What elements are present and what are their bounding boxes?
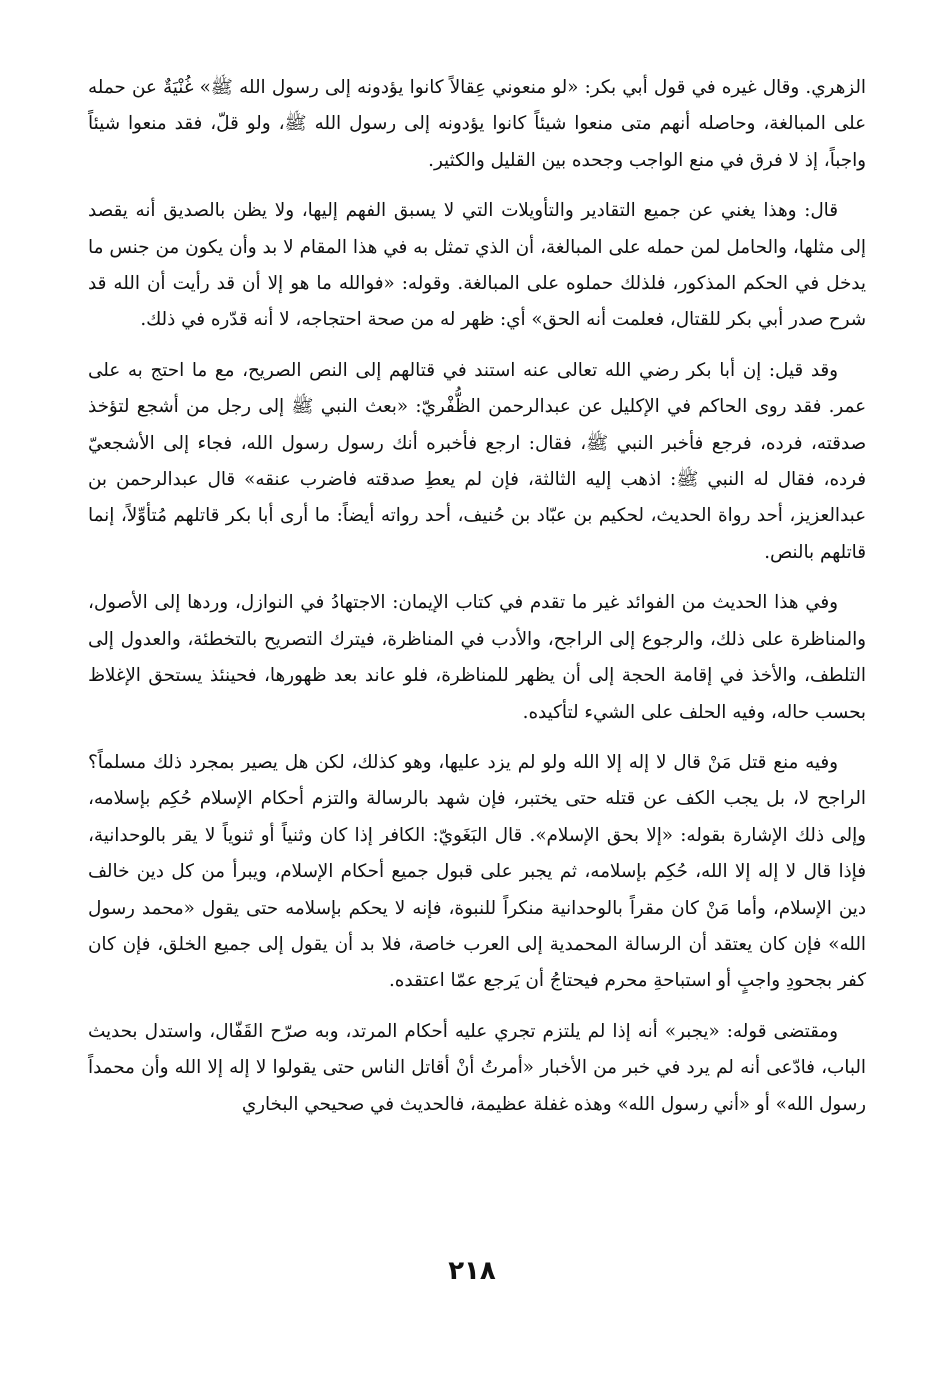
page-body <box>88 70 866 1137</box>
paragraph-5: وفيه منع قتل مَنْ قال لا إله إلا الله ولو لم يزد عليها، وهو كذلك، لكن هل يصير بمجرد ذلك مسلماً؟ الراجح لا، بل يجب الكف عن قتله حتى يختبر، فإن شهد بالرسالة والتزم أحكام الإسلام حُكِم بإسلامه، وإلى ذلك الإشارة بقوله: «إلا بحق الإسلام». قال البَغَويّ: الكافر إذا كان وثنياً أو ثنوياً لا يقر بالوحدانية، فإذا قال لا إله إلا الله، حُكِم بإسلامه، ثم يجبر على قبول جميع أحكام الإسلام، ويبرأ من كل دين خالف دين الإسلام، وأما مَنْ كان مقراً بالوحدانية منكراً للنبوة، فإنه لا يحكم بإسلامه حتى يقول «محمد رسول الله» فإن كان يعتقد أن الرسالة المحمدية إلى العرب خاصة، فلا بد أن يقول إلى جميع الخلق، فإن كان كفر بجحودِ واجبٍ أو استباحةِ محرم فيحتاجُ أن يَرجع عمّا اعتقده. <box>88 751 866 992</box>
paragraph-3: وقد قيل: إن أبا بكر رضي الله تعالى عنه استند في قتالهم إلى النص الصريح، مع ما احتج به على عمر. فقد روى الحاكم في الإكليل عن عبدالرحمن الظُّفْريّ: «بعث النبي ﷺ إلى رجل من أشجع لتؤخذ صدقته، فرده، فرجع فأخبر النبي ﷺ، فقال: ارجع فأخبره أنك رسول رسول الله، فجاء إلى الأشجعيّ فرده، فقال له النبي ﷺ: اذهب إليه الثالثة، فإن لم يعطِ صدقته فاضرب عنقه» قال عبدالرحمن بن عبدالعزيز، أحد رواة الحديث، لحكيم بن عبّاد بن حُنيف، أحد رواته أيضاً: ما أرى أبا بكر قاتلهم مُتأوِّلاً، إنما قاتلهم بالنص. <box>88 359 866 563</box>
paragraph-6: ومقتضى قوله: «يجبر» أنه إذا لم يلتزم تجري عليه أحكام المرتد، وبه صرّح القَفّال، واستدل بحديث الباب، فادّعى أنه لم يرد في خبر من الأخبار «أمرتُ أنْ أقاتل الناس حتى يقولوا لا إله إلا الله وأن محمداً رسول الله» أو «أني رسول الله» وهذه غفلة عظيمة، فالحديث في صحيحي البخاري <box>88 1020 866 1115</box>
paragraph-2: قال: وهذا يغني عن جميع التقادير والتأويلات التي لا يسبق الفهم إليها، ولا يظن بالصديق أنه يقصد إلى مثلها، والحامل لمن حمله على المبالغة، أن الذي تمثل به في هذا المقام لا بد وأن يكون من جنس ما يدخل في الحكم المذكور، فلذلك حملوه على المبالغة. وقوله: «فوالله ما هو إلا أن قد رأيت أن الله قد شرح صدر أبي بكر للقتال، فعلمت أنه الحق» أي: ظهر له من صحة احتجاجه، لا أنه قدّره في ذلك. <box>88 200 866 331</box>
paragraph-4: وفي هذا الحديث من الفوائد غير ما تقدم في كتاب الإيمان: الاجتهادُ في النوازل، وردها إلى الأصول، والمناظرة على ذلك، والرجوع إلى الراجح، والأدب في المناظرة، فيترك التصريح بالتخطئة، والعدول إلى التلطف، والأخذ في إقامة الحجة إلى أن يظهر للمناظرة، فلو عاند بعد ظهورها، فحينئذ يستحق الإغلاظ بحسب حاله، وفيه الحلف على الشيء لتأكيده. <box>88 592 866 723</box>
page-number: ٢١٨ <box>448 1256 496 1286</box>
paragraph-1: الزهري. وقال غيره في قول أبي بكر: «لو منعوني عِقالاً كانوا يؤدونه إلى رسول الله ﷺ» غُنْيَةٌ عن حمله على المبالغة، وحاصله أنهم متى منعوا شيئاً كانوا يؤدونه إلى رسول الله ﷺ، ولو قلّ، فقد منعوا شيئاً واجباً، إذ لا فرق في منع الواجب وجحده بين القليل والكثير. <box>88 77 866 171</box>
